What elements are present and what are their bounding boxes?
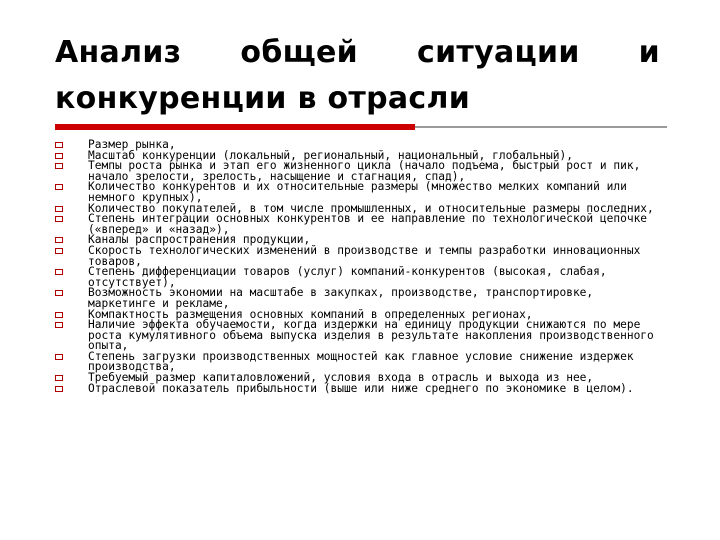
square-bullet-icon — [55, 312, 63, 318]
square-bullet-icon — [55, 375, 63, 381]
list-item-text: Темпы роста рынка и этап его жизненного цикла (начало подъема, быстрый рост и пик, начало зрелости, зрелость, насыщение и стагнация, спад), — [88, 159, 641, 183]
list-item-text: Наличие эффекта обучаемости, когда издержки на единицу продукции снижаются по мере роста кумулятивного объема выпуска изделия в результате накопления производственного опыта, — [88, 318, 654, 353]
square-bullet-icon — [55, 354, 63, 360]
list-item — [55, 243, 665, 268]
list-item-text: Требуемый размер капиталовложений, условия входа в отрасль и выхода из нее, — [88, 371, 594, 385]
list-item — [55, 288, 665, 309]
list-item — [55, 161, 665, 182]
list-item — [55, 381, 665, 395]
list-item-text: Возможность экономии на масштабе в закупках, производстве, транспортировке, маркетинге и рекламе, — [88, 286, 594, 310]
slide-title: Анализ общей ситуации и конкуренции в отрасли — [55, 35, 660, 116]
list-item-text: Каналы распространения продукции, — [88, 233, 311, 247]
list-item-text: Количество покупателей, в том числе промышленных, и относительные размеры последних, — [88, 201, 654, 215]
square-bullet-icon — [55, 206, 63, 212]
list-item-text: Отраслевой показатель прибыльности (выше или ниже среднего по экономике в целом). — [88, 381, 634, 395]
divider-accent-bar — [55, 124, 415, 130]
list-item — [55, 349, 665, 374]
list-item-text: Количество конкурентов и их относительные размеры (множество мелких компаний или немного крупных), — [88, 180, 627, 204]
divider-line — [415, 126, 667, 128]
square-bullet-icon — [55, 142, 63, 148]
square-bullet-icon — [55, 248, 63, 254]
list-item-text: Степень дифференциации товаров (услуг) компаний-конкурентов (высокая, слабая, отсутствует), — [88, 265, 607, 289]
square-bullet-icon — [55, 269, 63, 275]
bullet-list — [55, 140, 665, 394]
list-item — [55, 214, 665, 235]
list-item-text: Масштаб конкуренции (локальный, региональный, национальный, глобальный), — [88, 148, 573, 162]
square-bullet-icon — [55, 290, 63, 296]
list-item-text: Компактность размещения основных компаний в определенных регионах, — [88, 307, 533, 321]
list-item — [55, 182, 665, 203]
list-item — [55, 320, 665, 352]
square-bullet-icon — [55, 216, 63, 222]
list-item-text: Степень загрузки производственных мощностей как главное условие снижение издержек производства, — [88, 349, 634, 374]
square-bullet-icon — [55, 153, 63, 159]
square-bullet-icon — [55, 237, 63, 243]
square-bullet-icon — [55, 386, 63, 392]
list-item-text: Скорость технологических изменений в производстве и темпы разработки инновационных товаров, — [88, 243, 641, 268]
square-bullet-icon — [55, 322, 63, 328]
list-item-text: Степень интеграции основных конкурентов и ее направление по технологической цепочке («вперед» и «назад»), — [88, 212, 648, 236]
square-bullet-icon — [55, 184, 63, 190]
list-item-text: Размер рынка, — [88, 138, 176, 151]
square-bullet-icon — [55, 163, 63, 169]
list-item — [55, 267, 665, 288]
title-divider — [55, 124, 667, 130]
